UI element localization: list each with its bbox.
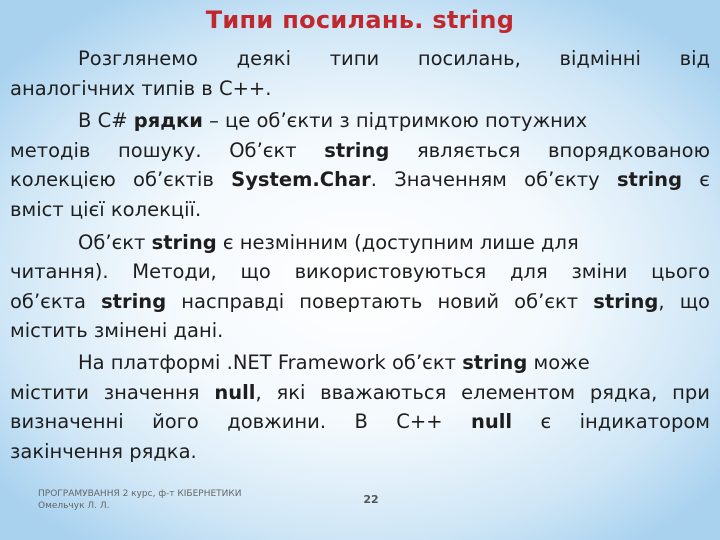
paragraph-2 bbox=[10, 106, 710, 224]
page-number: 22 bbox=[363, 493, 379, 506]
text-run: містити значення bbox=[10, 380, 215, 404]
text-run: містить змінені дані. bbox=[10, 319, 224, 343]
keyword-string: string bbox=[101, 289, 167, 313]
footer-course-line: ПРОГРАМУВАННЯ 2 курс, ф-т КІБЕРНЕТИКИ bbox=[38, 489, 242, 499]
text-run: – це об’єкти з підтримкою потужних bbox=[202, 109, 588, 133]
text-run: . Значенням об’єкту bbox=[370, 168, 617, 192]
paragraph-3-line-1 bbox=[10, 228, 710, 258]
paragraph-3-line-2 bbox=[10, 257, 710, 287]
text-run: може bbox=[527, 350, 590, 374]
slide-body bbox=[10, 44, 710, 466]
paragraph-3-line-4 bbox=[10, 316, 710, 346]
paragraph-1 bbox=[10, 44, 710, 103]
paragraph-2-line-4 bbox=[10, 195, 710, 225]
text-run: На платформі .NET Framework об’єкт bbox=[78, 350, 463, 374]
slide-title: Типи посилань. string bbox=[205, 6, 515, 34]
text-run: визначенні його довжини. В С++ bbox=[10, 410, 471, 434]
text-run: В С# bbox=[78, 109, 134, 133]
keyword-string: string bbox=[616, 168, 683, 192]
text-run: є bbox=[682, 168, 710, 192]
keyword-ryadky: рядки bbox=[133, 109, 203, 133]
keyword-string: string bbox=[593, 289, 659, 313]
text-run: читання). Методи, що використовуються для зміни цього bbox=[10, 260, 710, 284]
text-run: Об’єкт bbox=[78, 230, 152, 254]
text-run: Розглянемо деякі типи посилань, відмінні від bbox=[78, 47, 710, 70]
footer-course-info bbox=[38, 488, 298, 512]
paragraph-2-line-3 bbox=[10, 165, 710, 195]
text-run: є індикатором bbox=[512, 410, 710, 434]
paragraph-1-line-2 bbox=[10, 74, 710, 104]
text-run: методів пошуку. Об’єкт bbox=[10, 138, 325, 162]
text-run: насправді повертають новий об’єкт bbox=[166, 289, 594, 313]
keyword-string: string bbox=[324, 138, 390, 162]
text-run: колекцією об’єктів bbox=[10, 168, 232, 192]
footer-author-line: Омельчук Л. Л. bbox=[38, 501, 110, 511]
paragraph-4-line-1 bbox=[10, 348, 710, 378]
text-run: об’єкта bbox=[10, 289, 102, 313]
keyword-null: null bbox=[214, 380, 256, 404]
text-run: , що bbox=[658, 289, 710, 313]
paragraph-2-line-1 bbox=[10, 106, 710, 136]
paragraph-3-line-3 bbox=[10, 287, 710, 317]
paragraph-4-line-2 bbox=[10, 378, 710, 408]
paragraph-4-line-3 bbox=[10, 407, 710, 437]
keyword-string: string bbox=[151, 230, 217, 254]
text-run: вміст цієї колекції. bbox=[10, 197, 202, 221]
text-run: аналогічних типів в С++. bbox=[10, 76, 272, 100]
paragraph-4 bbox=[10, 348, 710, 466]
text-run: являється впорядкованою bbox=[389, 138, 710, 162]
paragraph-4-line-4 bbox=[10, 437, 710, 467]
text-run: , які вважаються елементом рядка, при bbox=[255, 380, 710, 404]
keyword-null: null bbox=[470, 410, 513, 434]
text-run: закінчення рядка. bbox=[10, 439, 197, 463]
keyword-string: string bbox=[462, 350, 528, 374]
paragraph-2-line-2 bbox=[10, 136, 710, 166]
paragraph-3 bbox=[10, 228, 710, 346]
paragraph-1-line-1 bbox=[10, 44, 710, 74]
text-run: є незмінним (доступним лише для bbox=[216, 230, 579, 254]
keyword-system-char: System.Char bbox=[231, 168, 371, 192]
